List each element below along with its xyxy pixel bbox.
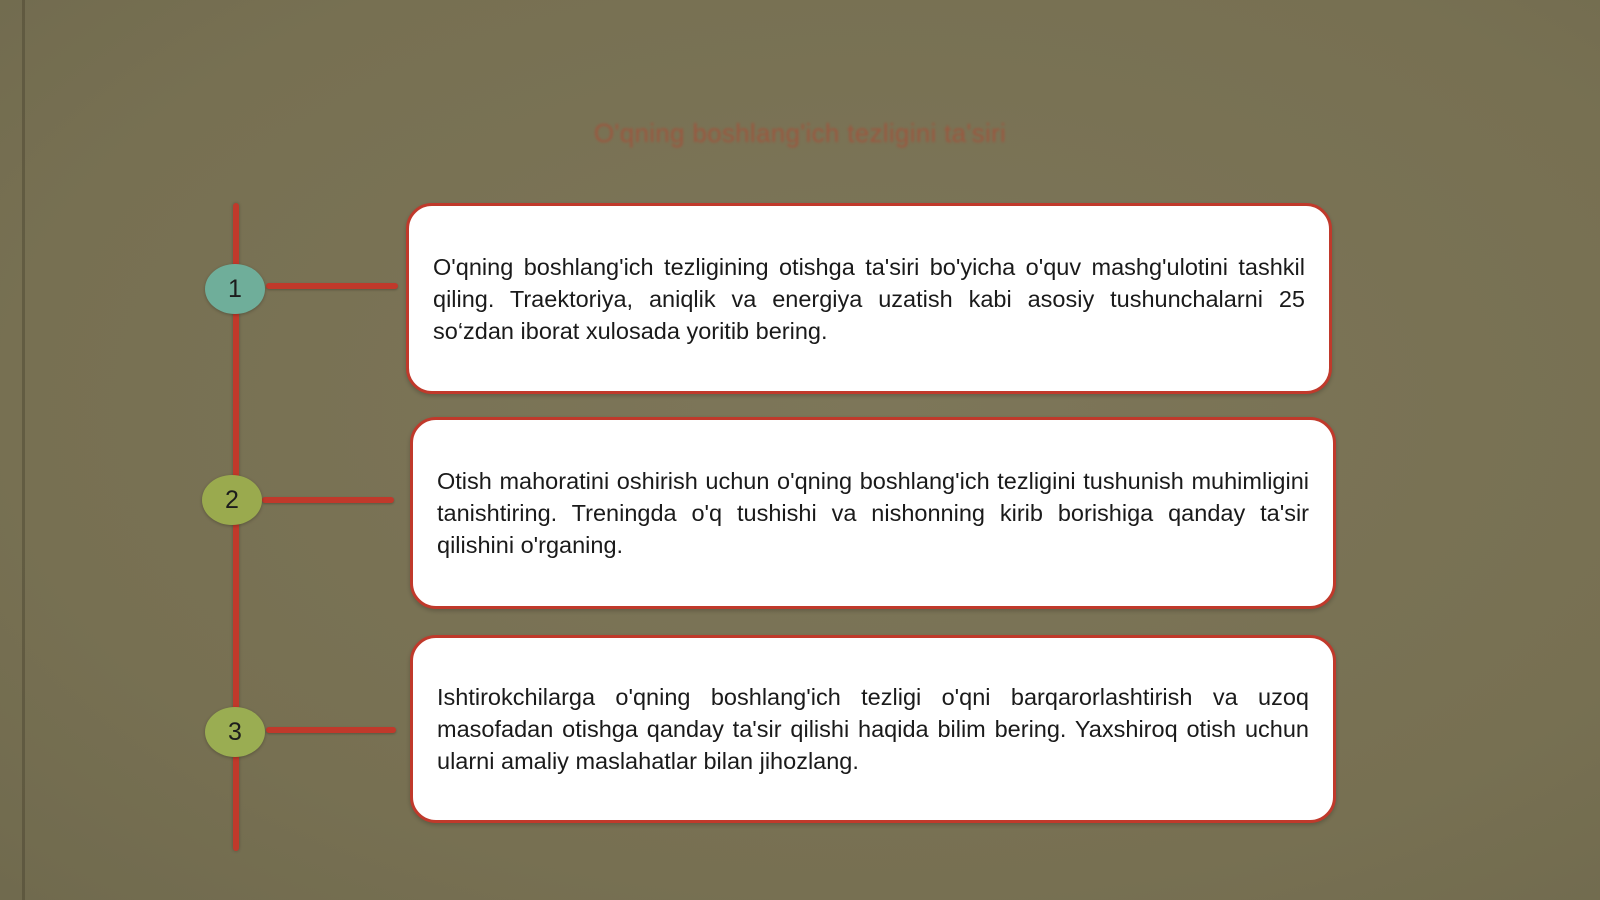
step-card-3-text: Ishtirokchilarga o'qning boshlang'ich tezligi o'qni barqarorlashtirish va uzoq masofadan otishga qanday ta'sir qilishi haqida bilim bering. Yaxshiroq otish uchun ularni amaliy maslahatlar bilan jihozlang.: [437, 684, 1309, 774]
step-number-2: 2: [225, 485, 239, 514]
connector-3: [266, 727, 396, 733]
step-node-2: [202, 475, 262, 525]
step-card-1-text: O'qning boshlang'ich tezligining otishga ta'siri bo'yicha o'quv mashg'ulotini tashkil qiling. Traektoriya, aniqlik va energiya uzatish kabi asosiy tushunchalarni 25 so‘zdan iborat xulosada yoritib bering.: [433, 253, 1305, 344]
step-number-1: 1: [228, 274, 242, 303]
connector-2: [262, 497, 394, 503]
step-number-3: 3: [228, 717, 242, 746]
step-node-3: [205, 707, 265, 757]
left-edge-divider: [22, 0, 25, 900]
step-card-2: [410, 417, 1336, 609]
step-node-1: [205, 264, 265, 314]
slide-title: O'qning boshlang'ich tezligini ta'siri: [593, 118, 1007, 148]
step-card-2-text: Otish mahoratini oshirish uchun o'qning boshlang'ich tezligini tushunish muhimligini tanishtiring. Treningda o'q tushishi va nishonning kirib borishiga qanday ta'sir qilishini o'rganing.: [437, 468, 1309, 558]
step-card-1: [406, 203, 1332, 394]
connector-1: [266, 283, 398, 289]
step-card-3: [410, 635, 1336, 823]
